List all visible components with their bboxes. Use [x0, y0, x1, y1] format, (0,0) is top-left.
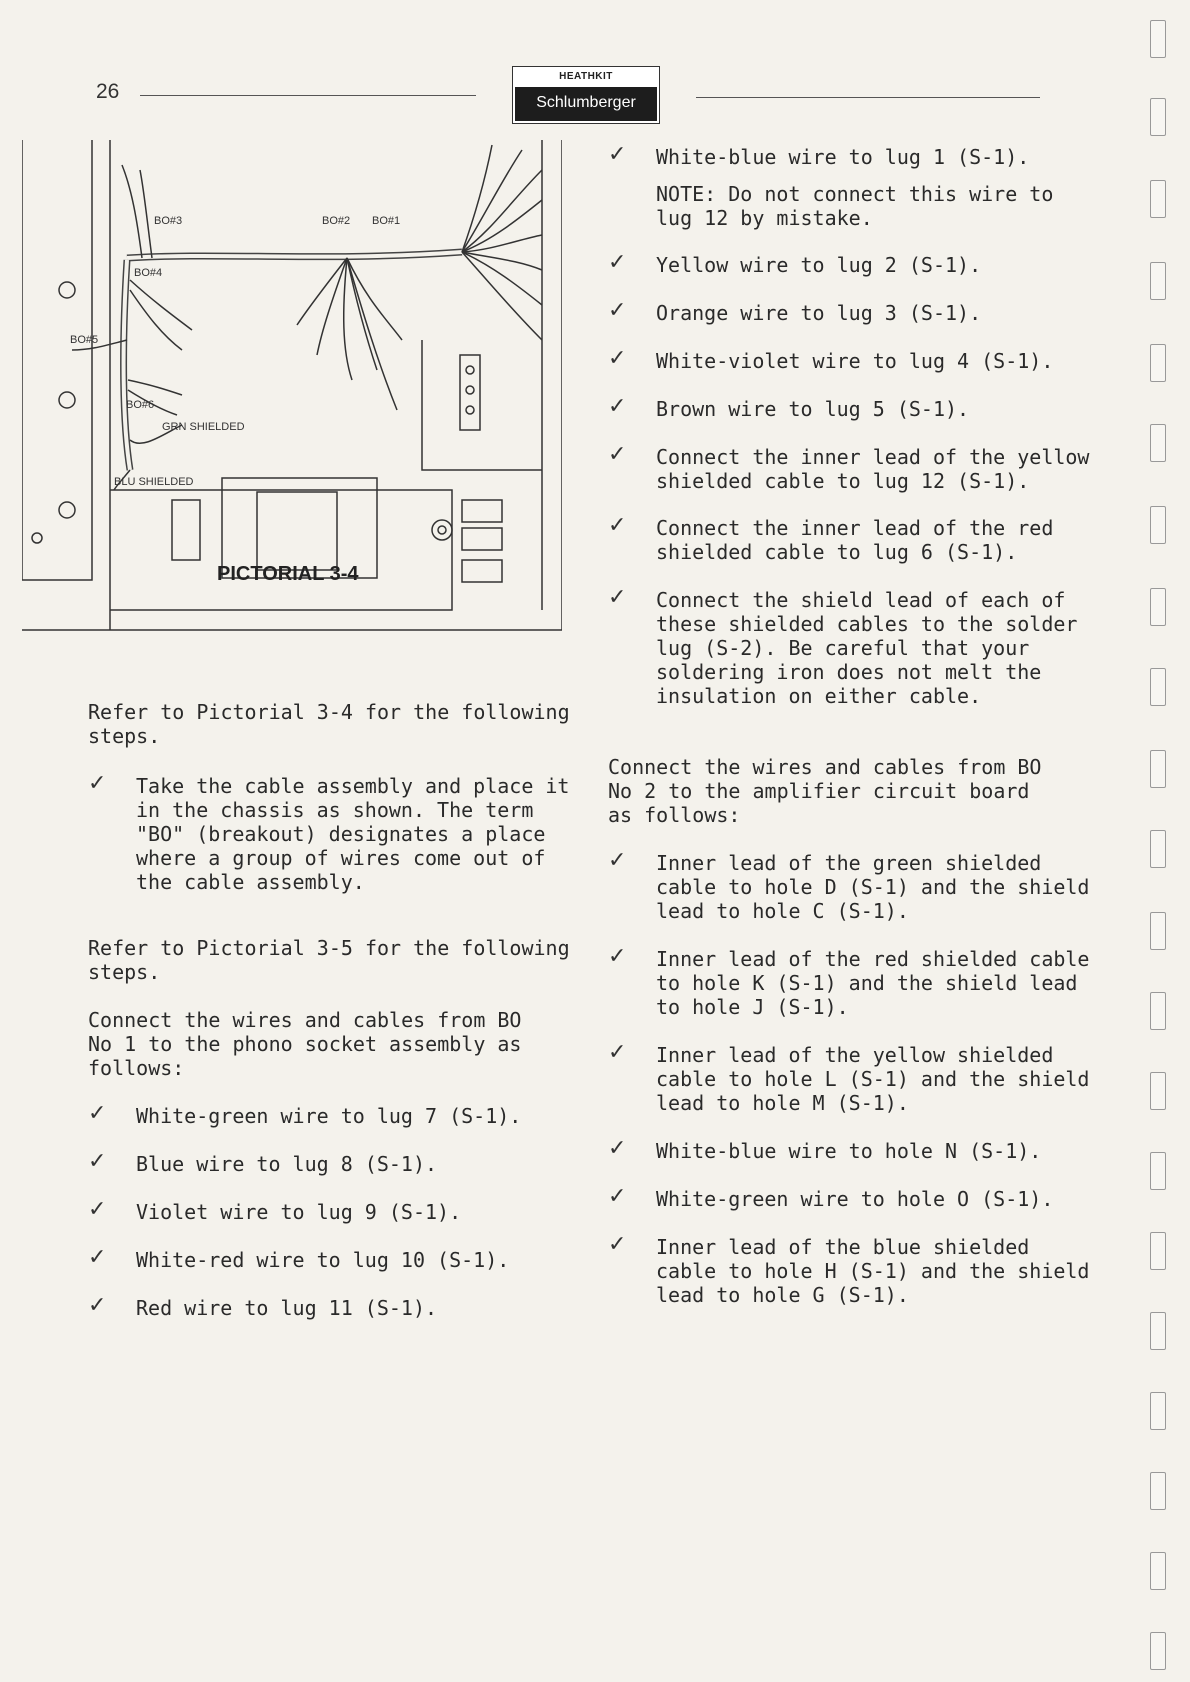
- step-text: White-red wire to lug 10 (S-1).: [136, 1248, 510, 1272]
- check-mark-icon[interactable]: ✓: [608, 1040, 627, 1065]
- step-text: Inner lead of the yellow shielded cable to hole L (S-1) and the shield lead to hole M (S-1).: [656, 1043, 1090, 1115]
- check-mark-icon[interactable]: ✓: [88, 1101, 107, 1126]
- step-lug-10: [88, 1245, 578, 1274]
- step-text: Orange wire to lug 3 (S-1).: [656, 301, 982, 325]
- step-lug-4: [608, 346, 1108, 375]
- step-hole-n: [608, 1136, 1108, 1165]
- binder-hole: [1150, 912, 1166, 950]
- step-text: White-blue wire to lug 1 (S-1).: [656, 145, 1030, 169]
- binder-hole: [1150, 1632, 1166, 1670]
- brand-logo: [512, 66, 660, 124]
- label-bo2: BO#2: [322, 215, 351, 227]
- check-mark-icon[interactable]: ✓: [88, 1293, 107, 1318]
- binder-hole: [1150, 588, 1166, 626]
- header-rule-left: [140, 95, 476, 96]
- refer-pictorial-3-5: Refer to Pictorial 3-5 for the following steps.: [88, 936, 570, 984]
- label-bo1: BO#1: [372, 215, 401, 227]
- binder-hole: [1150, 1072, 1166, 1110]
- binder-hole: [1150, 424, 1166, 462]
- step-blue-shielded: [608, 1232, 1108, 1309]
- check-mark-icon[interactable]: ✓: [608, 848, 627, 873]
- step-text: Yellow wire to lug 2 (S-1).: [656, 253, 982, 277]
- binder-hole: [1150, 344, 1166, 382]
- binder-hole: [1150, 1392, 1166, 1430]
- step-text: Violet wire to lug 9 (S-1).: [136, 1200, 462, 1224]
- binder-hole: [1150, 992, 1166, 1030]
- step-yellow-shielded-hole: [608, 1040, 1108, 1117]
- pictorial-3-4-figure: [22, 140, 562, 635]
- refer-pictorial-3-4: Refer to Pictorial 3-4 for the following steps.: [88, 700, 570, 748]
- step-red-shielded: [608, 513, 1108, 566]
- check-mark-icon[interactable]: ✓: [608, 944, 627, 969]
- check-mark-icon[interactable]: ✓: [608, 1184, 627, 1209]
- check-mark-icon[interactable]: ✓: [608, 394, 627, 419]
- step-lug-9: [88, 1197, 578, 1226]
- step-lug-8: [88, 1149, 578, 1178]
- step-text: Connect the shield lead of each of these shielded cables to the solder lug (S-2). Be careful that your soldering iron does not melt the insulation on either cable.: [656, 588, 1078, 708]
- step-lug-7: [88, 1101, 578, 1130]
- binder-hole: [1150, 180, 1166, 218]
- step-green-shielded: [608, 848, 1108, 925]
- label-bo5: BO#5: [70, 334, 99, 346]
- binder-hole: [1150, 668, 1166, 706]
- header-rule-right: [696, 97, 1040, 98]
- step-yellow-shielded: [608, 442, 1108, 495]
- binder-hole: [1150, 1552, 1166, 1590]
- check-mark-icon[interactable]: ✓: [608, 1232, 627, 1257]
- step-text: White-green wire to lug 7 (S-1).: [136, 1104, 522, 1128]
- step-hole-o: [608, 1184, 1108, 1213]
- step-lug-2: [608, 250, 1108, 279]
- label-bo3: BO#3: [154, 215, 183, 227]
- label-bo4: BO#4: [134, 267, 163, 279]
- step-text: Take the cable assembly and place it in the chassis as shown. The term "BO" (breakout) designates a place where a group of wires come out of the cable assembly.: [136, 774, 570, 894]
- binder-hole: [1150, 1232, 1166, 1270]
- bo2-intro: Connect the wires and cables from BO No 2 to the amplifier circuit board as follows:: [608, 755, 1042, 827]
- step-lug-5: [608, 394, 1108, 423]
- check-mark-icon[interactable]: ✓: [608, 585, 627, 610]
- step-text: Red wire to lug 11 (S-1).: [136, 1296, 438, 1320]
- binder-hole: [1150, 506, 1166, 544]
- binder-hole: [1150, 1472, 1166, 1510]
- binder-hole: [1150, 98, 1166, 136]
- step-text: White-green wire to hole O (S-1).: [656, 1187, 1054, 1211]
- check-mark-icon[interactable]: ✓: [608, 513, 627, 538]
- bo1-intro: Connect the wires and cables from BO No 1 to the phono socket assembly as follows:: [88, 1008, 522, 1080]
- step-take-cable: [88, 771, 578, 894]
- brand-bottom: Schlumberger: [515, 87, 657, 121]
- step-text: White-blue wire to hole N (S-1).: [656, 1139, 1042, 1163]
- step-text: Inner lead of the blue shielded cable to hole H (S-1) and the shield lead to hole G (S-1).: [656, 1235, 1090, 1307]
- step-text: Blue wire to lug 8 (S-1).: [136, 1152, 438, 1176]
- brand-top: HEATHKIT: [559, 71, 613, 82]
- check-mark-icon[interactable]: ✓: [608, 250, 627, 275]
- note-lug-12: NOTE: Do not connect this wire to lug 12 by mistake.: [656, 182, 1054, 230]
- check-mark-icon[interactable]: ✓: [88, 1245, 107, 1270]
- step-lug-11: [88, 1293, 578, 1322]
- check-mark-icon[interactable]: ✓: [88, 1149, 107, 1174]
- binder-hole: [1150, 20, 1166, 58]
- page-number: 26: [96, 80, 120, 103]
- step-text: Inner lead of the green shielded cable to hole D (S-1) and the shield lead to hole C (S-1).: [656, 851, 1090, 923]
- step-red-shielded-hole: [608, 944, 1108, 1021]
- check-mark-icon[interactable]: ✓: [608, 1136, 627, 1161]
- step-text: Connect the inner lead of the red shielded cable to lug 6 (S-1).: [656, 516, 1054, 564]
- check-mark-icon[interactable]: ✓: [608, 142, 627, 167]
- check-mark-icon[interactable]: ✓: [88, 771, 107, 796]
- check-mark-icon[interactable]: ✓: [88, 1197, 107, 1222]
- step-text: White-violet wire to lug 4 (S-1).: [656, 349, 1054, 373]
- label-grn-shielded: GRN SHIELDED: [162, 421, 245, 433]
- step-lug-1: [608, 142, 1108, 171]
- check-mark-icon[interactable]: ✓: [608, 298, 627, 323]
- step-text: Connect the inner lead of the yellow shielded cable to lug 12 (S-1).: [656, 445, 1090, 493]
- step-text: Inner lead of the red shielded cable to hole K (S-1) and the shield lead to hole J (S-1).: [656, 947, 1090, 1019]
- binder-hole: [1150, 750, 1166, 788]
- figure-title: PICTORIAL 3-4: [217, 563, 359, 585]
- step-shield-leads: [608, 585, 1108, 708]
- label-blu-shielded: BLU SHIELDED: [114, 476, 194, 488]
- binder-hole: [1150, 262, 1166, 300]
- step-text: Brown wire to lug 5 (S-1).: [656, 397, 970, 421]
- step-lug-3: [608, 298, 1108, 327]
- binder-hole: [1150, 830, 1166, 868]
- binder-hole: [1150, 1152, 1166, 1190]
- check-mark-icon[interactable]: ✓: [608, 346, 627, 371]
- binder-hole: [1150, 1312, 1166, 1350]
- check-mark-icon[interactable]: ✓: [608, 442, 627, 467]
- label-bo6: BO#6: [126, 399, 155, 411]
